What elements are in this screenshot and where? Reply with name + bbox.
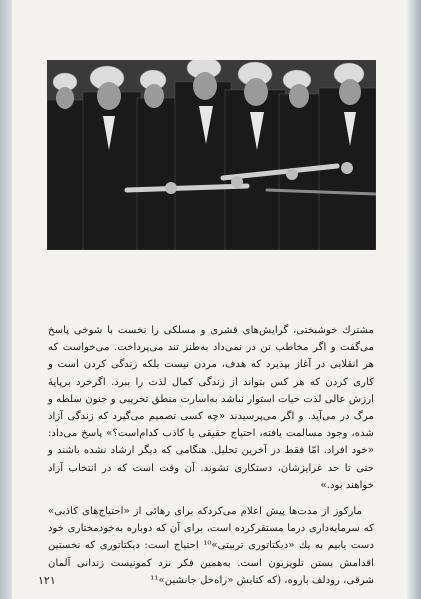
photo-illustration bbox=[47, 60, 376, 250]
page-number: ۱۲۱ bbox=[38, 574, 56, 587]
paragraph-1: مشترك خوشبختی، گرایش‌های قشری و مسلکی را نخست با شوخی پاسخ می‌گفت و اگر مخاطب تن در نمی‌داد به‌طنز تند می‌پرداخت. می‌خواست که هر انقلابی در آغاز بپذیرد که هدف، مردن نیست بلکه زندگی کردن است و کاری کردن که هر کس بتواند از زندگی کمال لذت را ببرد. اگرخرد برپایهٔ ارزش عالی لذت حیات استوار نباشد به‌اسارت منطق تخریبی و جنون سلطه و مرگ در می‌آید. و اگر می‌پرسیدند «چه کسی تصمیم می‌گیرد که زندگی آزاد شده، وجود مسالمت یافته، احتیاج حقیقی یا کاذب کدام‌است؟» پاسخ می‌داد: «خود افراد. امّا فقط در آخرین تحلیل. هنگامی که دیگر ارشاد نشده باشند و حتی تا حد غرایزشان، دستکاری نشوند. آن وقت است که در انتخاب آزاد خواهند بود.» bbox=[48, 325, 374, 491]
scan-edge-right bbox=[407, 0, 421, 599]
police-crowd-photo bbox=[47, 60, 376, 250]
article-body bbox=[48, 322, 374, 589]
scan-edge-left bbox=[0, 0, 12, 599]
paragraph-2: مارکوز از مدت‌ها پیش اعلام می‌کردکه برای رهائی از «احتیاج‌های کاذبی» که سرمایه‌داری درما مستقرکرده است، برای آن که دوباره به‌خودمختاری خود دست یابیم به یك «دیکتاتوری تربیتی»¹⁰ احتیاج است: دیکتاتوری که نخستین اقدامش بستن تلویزیون است. به‌همین فکر نزد کمونیست زندانی آلمان شرقی، رودلف باروه، (که کتابش «راه‌حل جانشین»¹¹ bbox=[48, 506, 374, 586]
